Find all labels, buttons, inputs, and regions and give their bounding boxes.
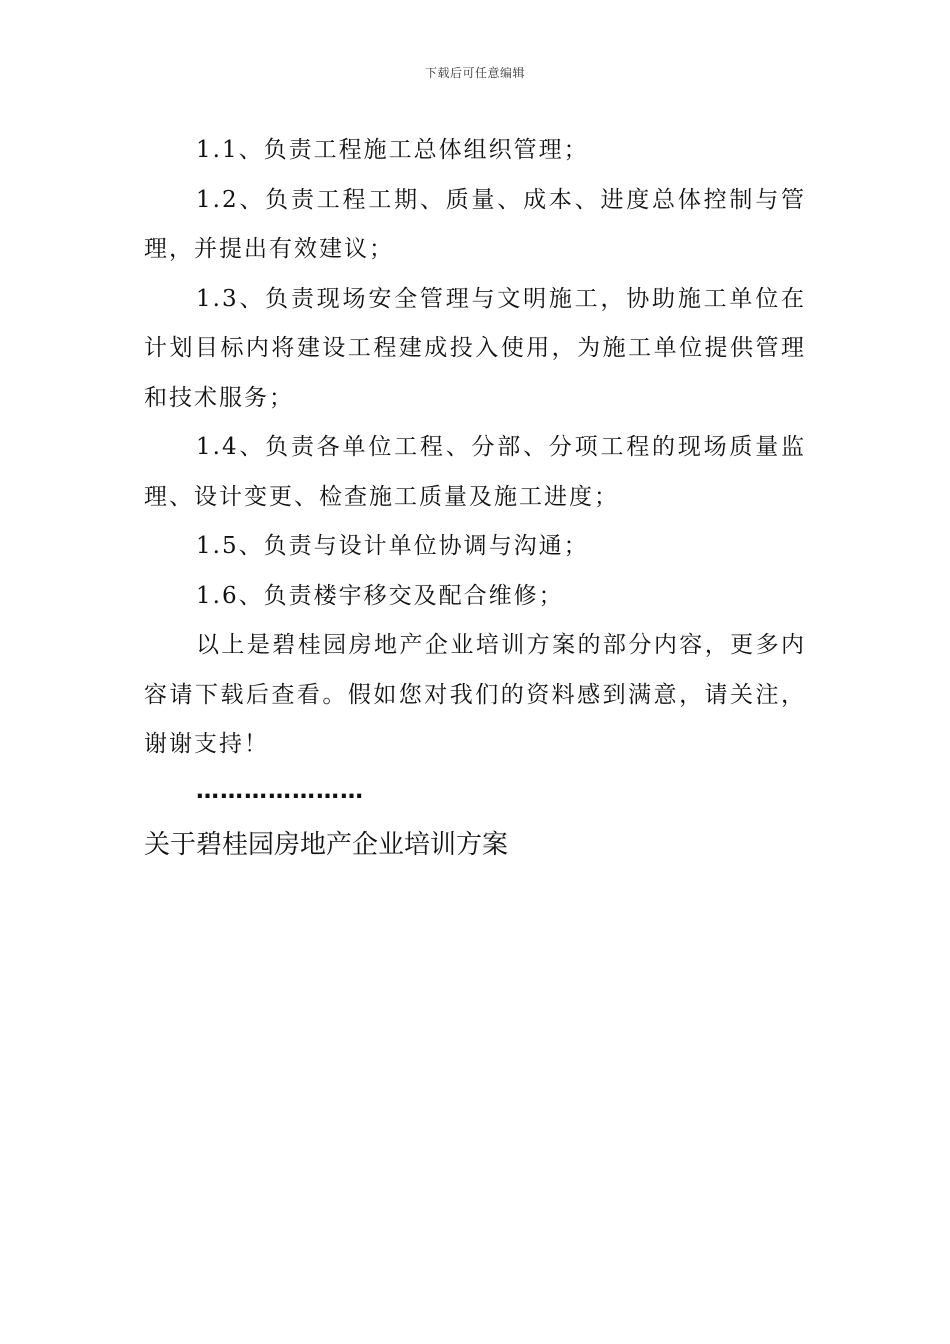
document-body <box>144 126 806 770</box>
closing-paragraph: 以上是碧桂园房地产企业培训方案的部分内容，更多内容请下载后查看。假如您对我们的资料感到满意，请关注，谢谢支持！ <box>144 632 806 757</box>
paragraph-1-3: 1.3、负责现场安全管理与文明施工，协助施工单位在计划目标内将建设工程建成投入使用，为施工单位提供管理和技术服务； <box>144 285 806 411</box>
related-document-title: 关于碧桂园房地产企业培训方案 <box>144 830 509 860</box>
paragraph-1-2: 1.2、负责工程工期、质量、成本、进度总体控制与管理，并提出有效建议； <box>144 186 806 262</box>
paragraph-1-1: 1.1、负责工程施工总体组织管理； <box>196 137 589 163</box>
paragraph-1-6: 1.6、负责楼宇移交及配合维修； <box>196 582 564 609</box>
page-header: 下载后可任意编辑 <box>424 66 525 80</box>
paragraph-1-5: 1.5、负责与设计单位协调与沟通； <box>196 533 589 559</box>
dotted-separator: ………………… <box>196 778 364 804</box>
paragraph-1-4: 1.4、负责各单位工程、分部、分项工程的现场质量监理、设计变更、检查施工质量及施工进度； <box>144 434 806 510</box>
